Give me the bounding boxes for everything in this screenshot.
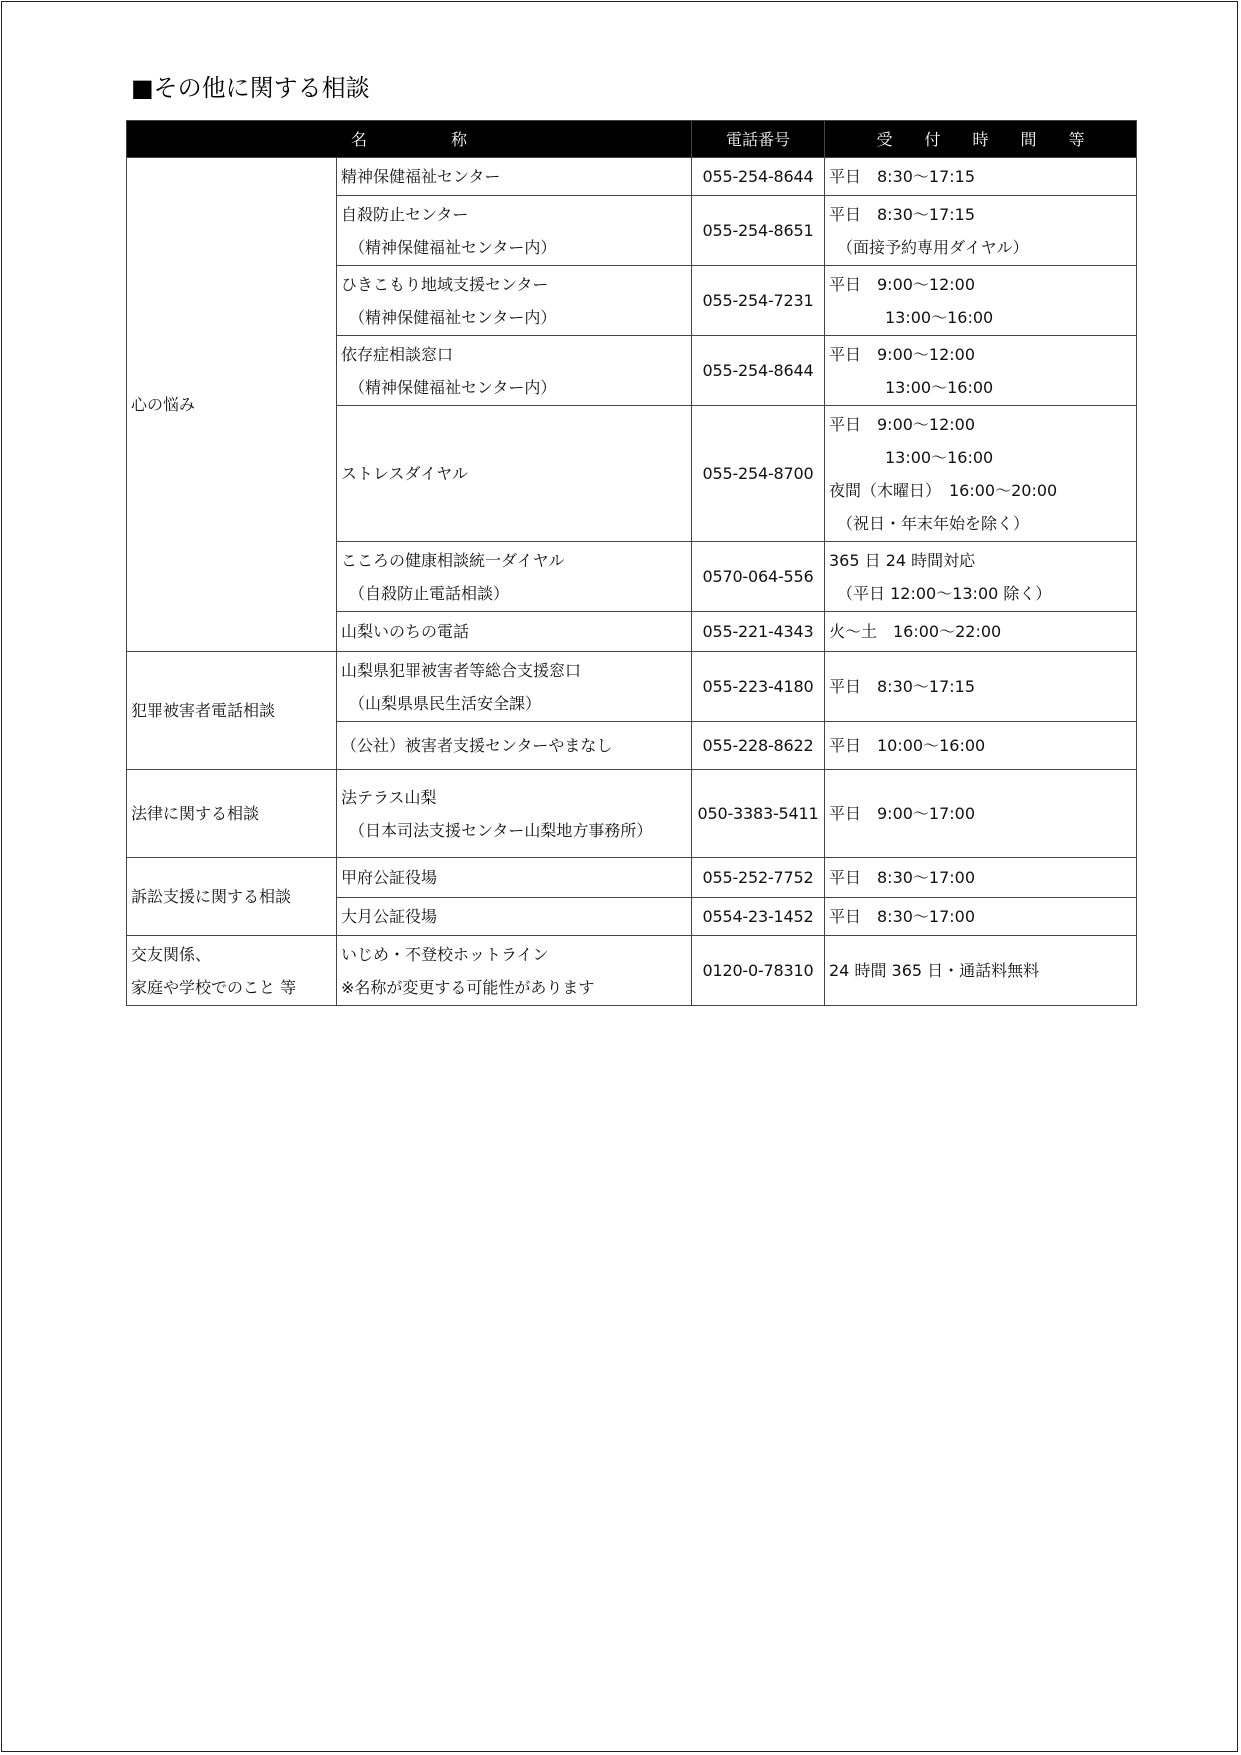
service-name-line: 山梨県犯罪被害者等総合支援窓口 <box>341 660 582 680</box>
hours-line: 平日 9:00〜12:00 <box>829 344 976 364</box>
service-name-cell <box>337 266 692 336</box>
service-name-line: いじめ・不登校ホットライン <box>341 944 549 964</box>
service-name-line: （日本司法支援センター山梨地方事務所） <box>349 820 653 840</box>
hours-cell <box>825 336 1137 406</box>
service-name-line: 精神保健福祉センター <box>341 167 501 186</box>
hours-line: 平日 8:30〜17:15 <box>829 204 976 224</box>
table-row <box>127 770 1137 858</box>
header-hours-char: 時 <box>972 129 989 149</box>
phone-number: 050-3383-5411 <box>692 770 825 858</box>
hours-line: 13:00〜16:00 <box>885 377 994 397</box>
service-name-cell <box>337 858 692 898</box>
service-name-line: ひきこもり地域支援センター <box>341 274 549 294</box>
service-name-line: 自殺防止センター <box>341 204 469 224</box>
category-cell <box>127 652 337 770</box>
table-row <box>127 158 1137 196</box>
hours-cell <box>825 612 1137 652</box>
service-name-line: 甲府公証役場 <box>341 868 438 887</box>
table-row <box>127 858 1137 898</box>
service-name-line: ストレスダイヤル <box>341 464 469 483</box>
category-label: 家庭や学校でのこと 等 <box>131 977 297 997</box>
header-name <box>127 121 692 158</box>
category-cell <box>127 936 337 1006</box>
hours-cell <box>825 266 1137 336</box>
service-name-line: 依存症相談窓口 <box>341 344 454 364</box>
hours-line: 火〜土 16:00〜22:00 <box>829 622 1002 641</box>
hours-line: 平日 10:00〜16:00 <box>829 736 986 755</box>
service-name-cell <box>337 542 692 612</box>
hours-cell <box>825 770 1137 858</box>
header-name-char: 称 <box>450 129 467 149</box>
service-name-cell <box>337 936 692 1006</box>
phone-number: 055-252-7752 <box>692 858 825 898</box>
phone-number: 0570-064-556 <box>692 542 825 612</box>
service-name-line: ※名称が変更する可能性があります <box>341 977 595 997</box>
hours-line: 平日 8:30〜17:00 <box>829 907 976 926</box>
hours-cell <box>825 158 1137 196</box>
hours-line: 24 時間 365 日・通話料無料 <box>829 961 1040 980</box>
service-name-cell <box>337 336 692 406</box>
service-name-cell <box>337 652 692 722</box>
table-row <box>127 936 1137 1006</box>
phone-number: 055-228-8622 <box>692 722 825 770</box>
hours-cell <box>825 936 1137 1006</box>
category-label: 犯罪被害者電話相談 <box>131 701 276 720</box>
hours-cell <box>825 652 1137 722</box>
hours-line: （面接予約専用ダイヤル） <box>837 237 1029 257</box>
header-hours-char: 間 <box>1020 129 1037 149</box>
hours-cell <box>825 858 1137 898</box>
service-name-cell <box>337 722 692 770</box>
service-name-line: こころの健康相談統一ダイヤル <box>341 550 565 570</box>
hours-line: 平日 9:00〜12:00 <box>829 414 976 434</box>
service-name-line: （自殺防止電話相談） <box>349 583 510 603</box>
service-name-line: （精神保健福祉センター内） <box>349 237 557 257</box>
category-cell <box>127 770 337 858</box>
hours-line: （平日 12:00〜13:00 除く） <box>837 583 1052 603</box>
service-name-line: （山梨県県民生活安全課） <box>349 693 542 713</box>
header-hours-char: 受 <box>876 129 893 149</box>
service-name-line: （公社）被害者支援センターやまなし <box>341 736 613 755</box>
header-hours <box>825 121 1137 158</box>
table-row <box>127 652 1137 722</box>
service-name-cell <box>337 770 692 858</box>
service-name-cell <box>337 406 692 542</box>
hours-cell <box>825 722 1137 770</box>
hours-cell <box>825 406 1137 542</box>
phone-number: 055-221-4343 <box>692 612 825 652</box>
service-name-cell <box>337 158 692 196</box>
header-name-char: 名 <box>350 129 367 149</box>
phone-number: 0554-23-1452 <box>692 898 825 936</box>
hours-line: 13:00〜16:00 <box>885 307 994 327</box>
hours-line: 平日 9:00〜17:00 <box>829 804 976 823</box>
category-cell <box>127 158 337 652</box>
header-hours-char: 付 <box>924 129 941 149</box>
category-cell <box>127 858 337 936</box>
category-label: 訴訟支援に関する相談 <box>131 887 292 906</box>
hours-line: 平日 8:30〜17:15 <box>829 167 976 186</box>
hours-line: 365 日 24 時間対応 <box>829 550 976 570</box>
table-header-row <box>127 121 1137 158</box>
category-label: 交友関係、 <box>131 944 212 964</box>
hours-line: 13:00〜16:00 <box>885 447 994 467</box>
header-hours-char: 等 <box>1068 129 1085 149</box>
service-name-cell <box>337 612 692 652</box>
consultation-table <box>126 120 1137 1006</box>
hours-line: 夜間（木曜日） 16:00〜20:00 <box>829 480 1058 500</box>
category-label: 法律に関する相談 <box>131 804 260 823</box>
header-phone: 電話番号 <box>692 121 825 158</box>
service-name-line: 山梨いのちの電話 <box>341 622 470 641</box>
service-name-line: （精神保健福祉センター内） <box>349 377 557 397</box>
service-name-line: 大月公証役場 <box>341 907 438 926</box>
phone-number: 055-223-4180 <box>692 652 825 722</box>
phone-number: 0120-0-78310 <box>692 936 825 1006</box>
phone-number: 055-254-7231 <box>692 266 825 336</box>
hours-cell <box>825 196 1137 266</box>
service-name-cell <box>337 898 692 936</box>
service-name-line: （精神保健福祉センター内） <box>349 307 557 327</box>
hours-line: 平日 8:30〜17:15 <box>829 677 976 696</box>
hours-line: 平日 8:30〜17:00 <box>829 868 976 887</box>
hours-line: （祝日・年末年始を除く） <box>837 513 1030 533</box>
phone-number: 055-254-8644 <box>692 158 825 196</box>
phone-number: 055-254-8644 <box>692 336 825 406</box>
hours-cell <box>825 542 1137 612</box>
hours-line: 平日 9:00〜12:00 <box>829 274 976 294</box>
hours-cell <box>825 898 1137 936</box>
phone-number: 055-254-8700 <box>692 406 825 542</box>
phone-number: 055-254-8651 <box>692 196 825 266</box>
category-label: 心の悩み <box>131 395 196 414</box>
service-name-cell <box>337 196 692 266</box>
service-name-line: 法テラス山梨 <box>341 787 437 807</box>
section-title: ■その他に関する相談 <box>131 74 370 102</box>
